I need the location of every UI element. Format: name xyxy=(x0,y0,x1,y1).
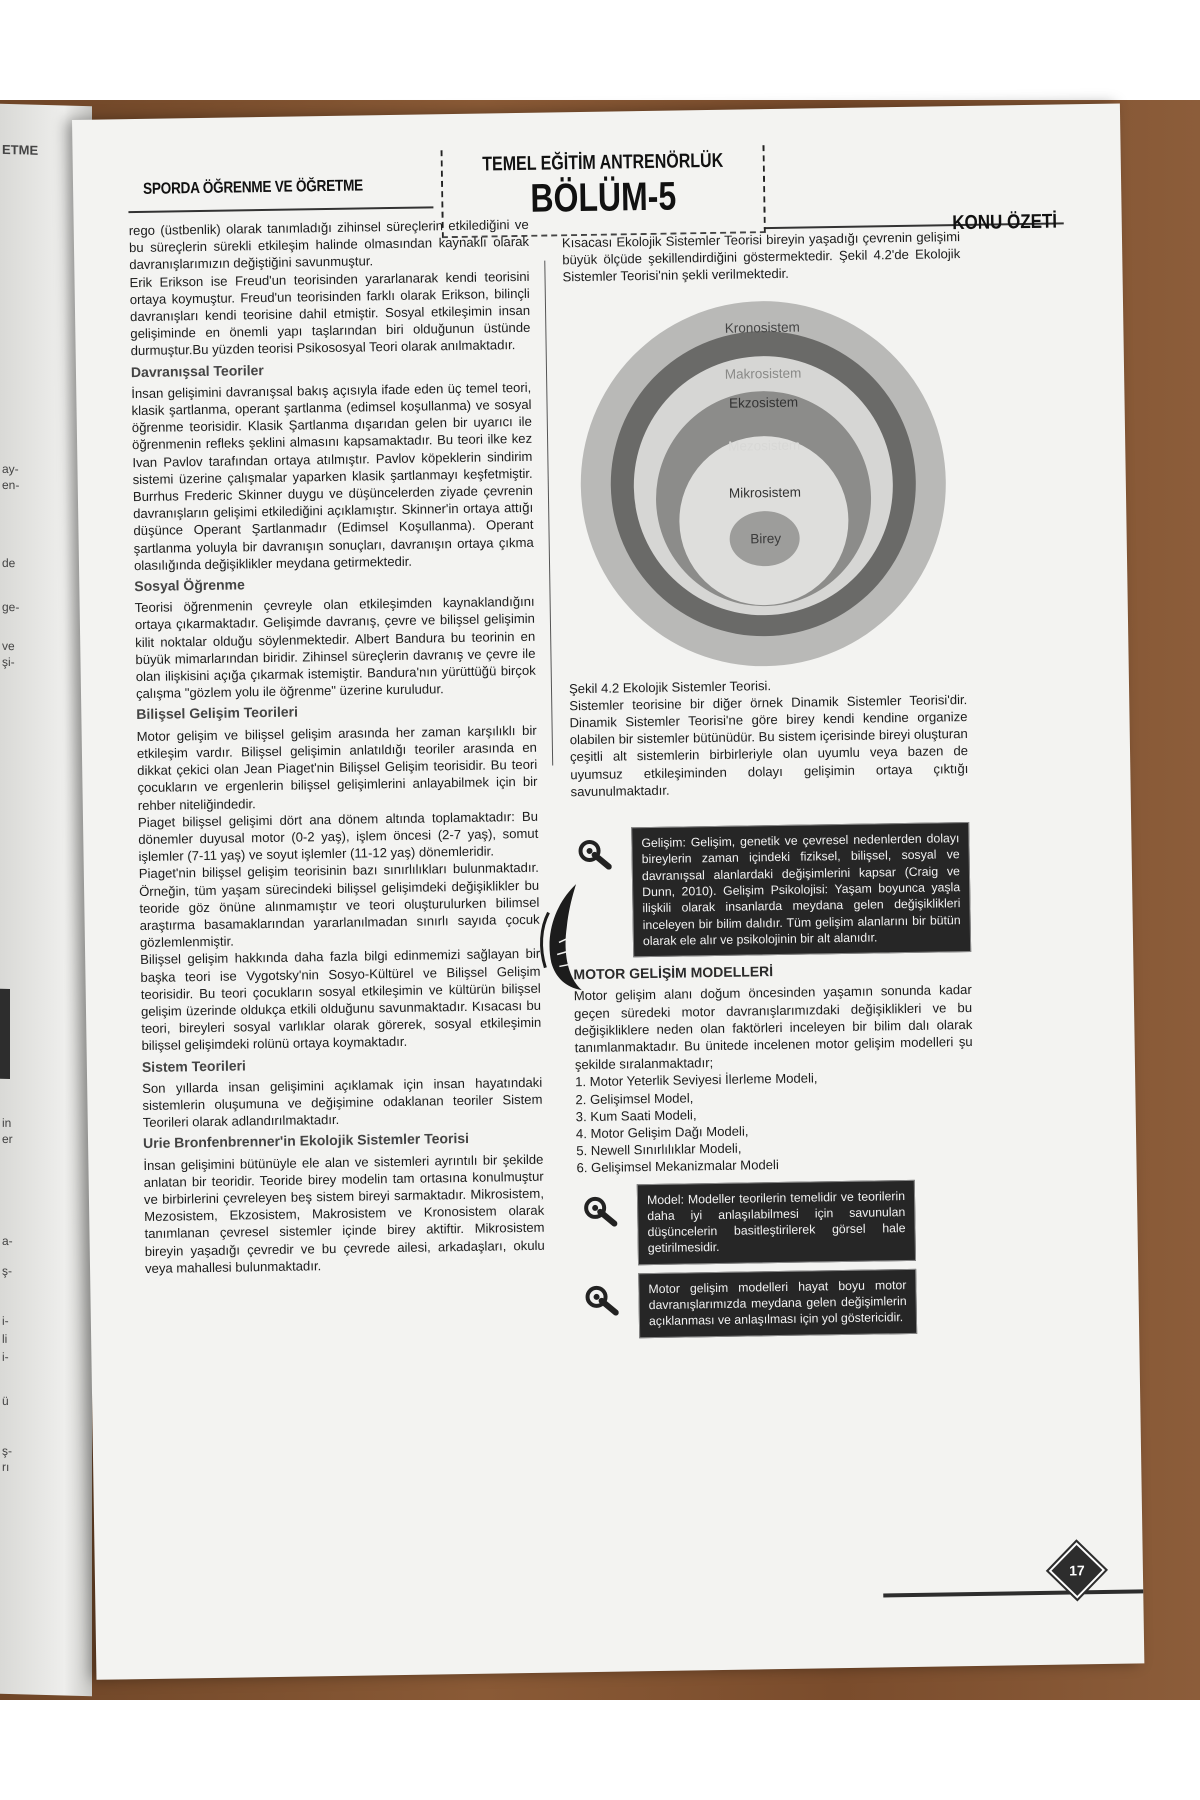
paragraph: Sistemler teorisine bir diğer örnek Dinamik Sistemler Teorisi'dir. Dinamik Sistemler Teorisi'ne göre birey kendi kendine organize olabilen bir sistemler bütünüdür. Bu sistem içerisinde bireyi oluşturan çeşitli alt sistemlerin birbirleriyle olan uyumlu veya bazen de uyumsuz etkileşiminden dolayı gelişimin ortaya çıktığı savunulmaktadır. xyxy=(569,691,969,800)
info-note xyxy=(577,1178,976,1265)
paragraph: İnsan gelişimini bütünüyle ele alan ve sistemleri ayrıntılı bir şekilde anlatan bir teoridir. Teoride birey modelin tam ortasına konulmuştur ve birbirlerini çevreleyen beş sistem bireyi sarmaktadır. Mikrosistem, Mezosistem, Ekzosistem, Makrosistem ve Kronosistem olarak tanımlanan çevresel sistemler içinde birey aktiftir. Mikrosistem bireyin yaşadığı çevredir ve bu çevrede ailesi, arkadaşları, okulu veya mahallesi bulunmaktadır. xyxy=(143,1151,545,1276)
whistle-icon xyxy=(584,1281,619,1316)
label-makrosistem: Makrosistem xyxy=(724,365,802,382)
prev-fragment: ve xyxy=(2,638,15,654)
footer-bar xyxy=(883,1589,1143,1597)
list-item: 6. Gelişimsel Mekanizmalar Modeli xyxy=(576,1157,779,1176)
section-heading: Urie Bronfenbrenner'in Ekolojik Sistemler Teorisi xyxy=(142,1130,470,1152)
paragraph: Erik Erikson ise Freud'un teorisinden yararlanarak kendi teorisini ortaya koymuştur. Freud'un teorisinden farklı olarak Erikson, bilinçli davranışları kendi teorisine dahil etmiştir. Sosyal etkileşimin insan gelişiminde en önemli yapı taşlarından biri olduğunun üstünde durmuştur.Bu yüzden teorisi Psikososyal Teori olarak anılmaktadır. xyxy=(129,268,531,359)
prev-fragment: ge- xyxy=(2,599,20,615)
paragraph: İnsan gelişimini davranışsal bakış açısıyla ifade eden üç temel teori, klasik şartlanma, operant şartlanma (edimsel koşullanma) ve sosyal öğrenme teorisidir. Klasik Şartlanma dışarıdan gelen bir uyarıcı ile öğrenmenin refleks şeklini almasını kapsamaktadır. Bu teori ilke kez Ivan Pavlov tarafından ortaya atılmıştır. Pavlov köpeklerin sindirim sistemi üzerine çalışmalar yaparken klasik şartlanmayı keşfetmiştir. Burrhus Frederic Skinner duygu ve düşüncelerden ziyade çevrenin davranışların gelişimi etkilediğini açıklamıştır. Skinner'in ortaya attığı düşünce Operant Şartlanmadır (Edimsel Koşullanma). Operant şartlanma yoluyla bir davranışın sonuçları, davranışın ortaya çıkma olasılığında değişiklikler meydana getirmektedir. xyxy=(131,379,534,573)
list-item: 4. Motor Gelişim Dağı Modeli, xyxy=(575,1123,749,1142)
whistle-icon xyxy=(583,1192,618,1227)
chapter-title: BÖLÜM-5 xyxy=(530,174,677,221)
label-ekzosistem: Ekzosistem xyxy=(728,394,799,411)
note-text: Model: Modeller teorilerin temelidir ve teorilerin daha iyi anlaşılabilmesi için savunulan düşüncelerin basitleştirilerek görsel hale getirilmesidir. xyxy=(637,1179,916,1265)
left-column xyxy=(129,216,546,1277)
section-header: SPORDA ÖĞRENME VE ÖĞRETME xyxy=(142,177,364,198)
right-column xyxy=(562,228,977,1347)
prev-fragment: er xyxy=(2,1131,13,1147)
section-heading: Bilişsel Gelişim Teorileri xyxy=(136,704,299,723)
summary-header: KONU ÖZETİ xyxy=(951,210,1057,235)
model-list xyxy=(575,1067,975,1176)
section-heading: Sistem Teorileri xyxy=(141,1056,247,1075)
prev-fragment: ay- xyxy=(2,461,19,477)
prev-fragment: ş- xyxy=(2,1443,12,1459)
book-page xyxy=(72,104,1144,1680)
note-text: Gelişim: Gelişim, genetik ve çevresel nedenlerden dolayı bireylerin zaman içindeki fiziksel, bilişsel, sosyal ve davranışsal alanlardaki değişimlerini kapsar (Craig ve Dunn, 2010). Gelişim Psikolojisi: Yaşam boyunca yaşla ilişkili olarak insanlarda meydana gelen değişiklikleri inceleyen bir bilim dalıdır. Tüm gelişim alanlarını bir bütün olarak ele alır ve psikolojinin bir alt alanıdır. xyxy=(631,822,971,957)
paragraph: Teorisi öğrenmenin çevreyle olan etkileşimden kaynaklandığını ortaya çıkarmaktadır. Gelişimde davranış, çevre ve bilişsel gelişimin kilit noktalar olduğu söylenmektedir. Albert Bandura bu teorinin en büyük mimarlarından biridir. Zihinsel süreçlerin davranış ve çevre ile olan ilişkisini açığa çıkarmak istemiştir. Bandura'nın yürüttüğü birçok çalışma "gözlem yolu ile öğrenme" üzerine kuruludur. xyxy=(134,594,536,702)
section-heading: Sosyal Öğrenme xyxy=(134,576,245,595)
note-text: Motor gelişim modelleri hayat boyu motor davranışlarımızda meydana gelen değişimlerin açıklanması ve anlaşılması için yol göstericidir. xyxy=(638,1269,917,1338)
paragraph: Motor gelişim alanı doğum öncesinden yaşamın sonunda kadar geçen süredeki motor davranışlarımızdaki değişiklikleri ve bu değişikliklere neden olan faktörleri inceleyen bir bilim dalı olarak tanımlanmaktadır. Bu ünitede incelenen motor gelişim modelleri şu şekilde sıralanmaktadır; xyxy=(573,982,973,1073)
prev-page-dark-block xyxy=(0,989,10,1079)
prev-fragment: en- xyxy=(2,477,20,493)
prev-fragment: in xyxy=(2,1115,12,1131)
prev-fragment: rı xyxy=(2,1459,10,1475)
prev-fragment: ş- xyxy=(2,1263,12,1279)
info-note xyxy=(578,1268,977,1339)
prev-fragment: ETME xyxy=(2,141,39,158)
header-subtitle: TEMEL EĞİTİM ANTRENÖRLÜK xyxy=(482,149,724,176)
prev-fragment: de xyxy=(2,555,16,571)
label-mezosistem: Mezosistem xyxy=(728,437,801,454)
column-divider xyxy=(544,261,553,766)
list-item: 1. Motor Yeterlik Seviyesi İlerleme Modeli, xyxy=(575,1070,818,1090)
prev-fragment: i- xyxy=(2,1349,9,1365)
whistle-icon xyxy=(577,836,612,871)
prev-fragment: i- xyxy=(2,1313,9,1329)
prev-fragment: li xyxy=(2,1331,8,1346)
figure-caption: Şekil 4.2 Ekolojik Sistemler Teorisi. xyxy=(568,677,772,696)
ecological-systems-diagram xyxy=(563,288,967,674)
label-birey: Birey xyxy=(750,530,782,547)
paragraph: rego (üstbenlik) olarak tanımladığı zihinsel süreçlerin etkilediğini ve bu süreçlerin sürekli etkileşim halinde olmasından kaynaklı olarak davranışlarımızın değiştiğini savunmuştur. xyxy=(128,216,530,273)
page-number: 17 xyxy=(1068,1562,1085,1579)
info-note xyxy=(571,822,971,958)
section-heading: MOTOR GELİŞİM MODELLERİ xyxy=(573,963,774,983)
list-item: 2. Gelişimsel Model, xyxy=(575,1089,694,1107)
list-item: 5. Newell Sınırlılıklar Modeli, xyxy=(576,1140,742,1159)
label-mikrosistem: Mikrosistem xyxy=(728,484,802,501)
paragraph: Piaget'nin bilişsel gelişim teorisinin bazı sınırlılıkları bulunmaktadır. Örneğin, tüm yaşam sürecindeki bilişsel gelişimdeki değişiklikler bu teoride göz önüne alınmamıştır ve teori oluşturulurken bilimsel araştırma basamaklarından yararlanılmadan sınırlı sayıda çocuk gözlemlenmiştir. xyxy=(138,860,540,951)
paragraph: Motor gelişim ve bilişsel gelişim arasında her zaman karşılıklı bir etkileşim vardır. Bilişsel gelişimin anlatıldığı teoriler arasında en dikkat çekici olan Jean Piaget'nin Bilişsel Gelişim teorisidir. Bu teori çocukların ve ergenlerin bilişsel gelişimlerini anlayabilmek için bir rehber niteliğindedir. xyxy=(136,722,538,813)
list-item: 3. Kum Saati Modeli, xyxy=(575,1107,697,1124)
paragraph: Piaget bilişsel gelişimi dört ana dönem altında toplamaktadır: Bu dönemler duyusal motor (0-2 yaş), işlem öncesi (2-7 yaş), somut işlemler (7-11 yaş) ve soyut işlemler (11-12 yaş) dönemleridir. xyxy=(137,808,539,865)
paragraph: Kısacası Ekolojik Sistemler Teorisi bireyin yaşadığı çevrenin gelişimi büyük ölçüde şekillendirdiğini göstermektedir. Şekil 4.2'de Ekolojik Sistemler Teorisi'nin şekli verilmektedir. xyxy=(561,229,961,285)
label-kronosistem: Kronosistem xyxy=(724,319,800,336)
section-heading: Davranışsal Teoriler xyxy=(130,361,264,380)
prev-fragment: şi- xyxy=(2,654,15,670)
paragraph: Son yıllarda insan gelişimini açıklamak için insan hayatındaki sistemlerin oluşumuna ve değişimine odaklanan teoriler Sistem Teorileri olarak adlandırılmaktadır. xyxy=(142,1074,543,1131)
prev-fragment: ü xyxy=(2,1393,9,1409)
prev-fragment: a- xyxy=(2,1233,13,1249)
header-rule-left xyxy=(128,206,433,213)
paragraph: Bilişsel gelişim hakkında daha fazla bilgi edinmemizi sağlayan bir başka teori ise Vygotsky'nin Sosyo-Kültürel ve Bilişsel Gelişim teorisidir. Bu teori çocukların sosyal etkileşimin ve kültürün bilişsel gelişim üzerinde oldukça etkili olduğunu savunmaktadır. Kısacası bu teori, bireyleri sosyal varlıklar olarak görerek, sosyal etkileşimin bilişsel gelişimdeki rolünü ortaya koymaktadır. xyxy=(140,946,542,1054)
